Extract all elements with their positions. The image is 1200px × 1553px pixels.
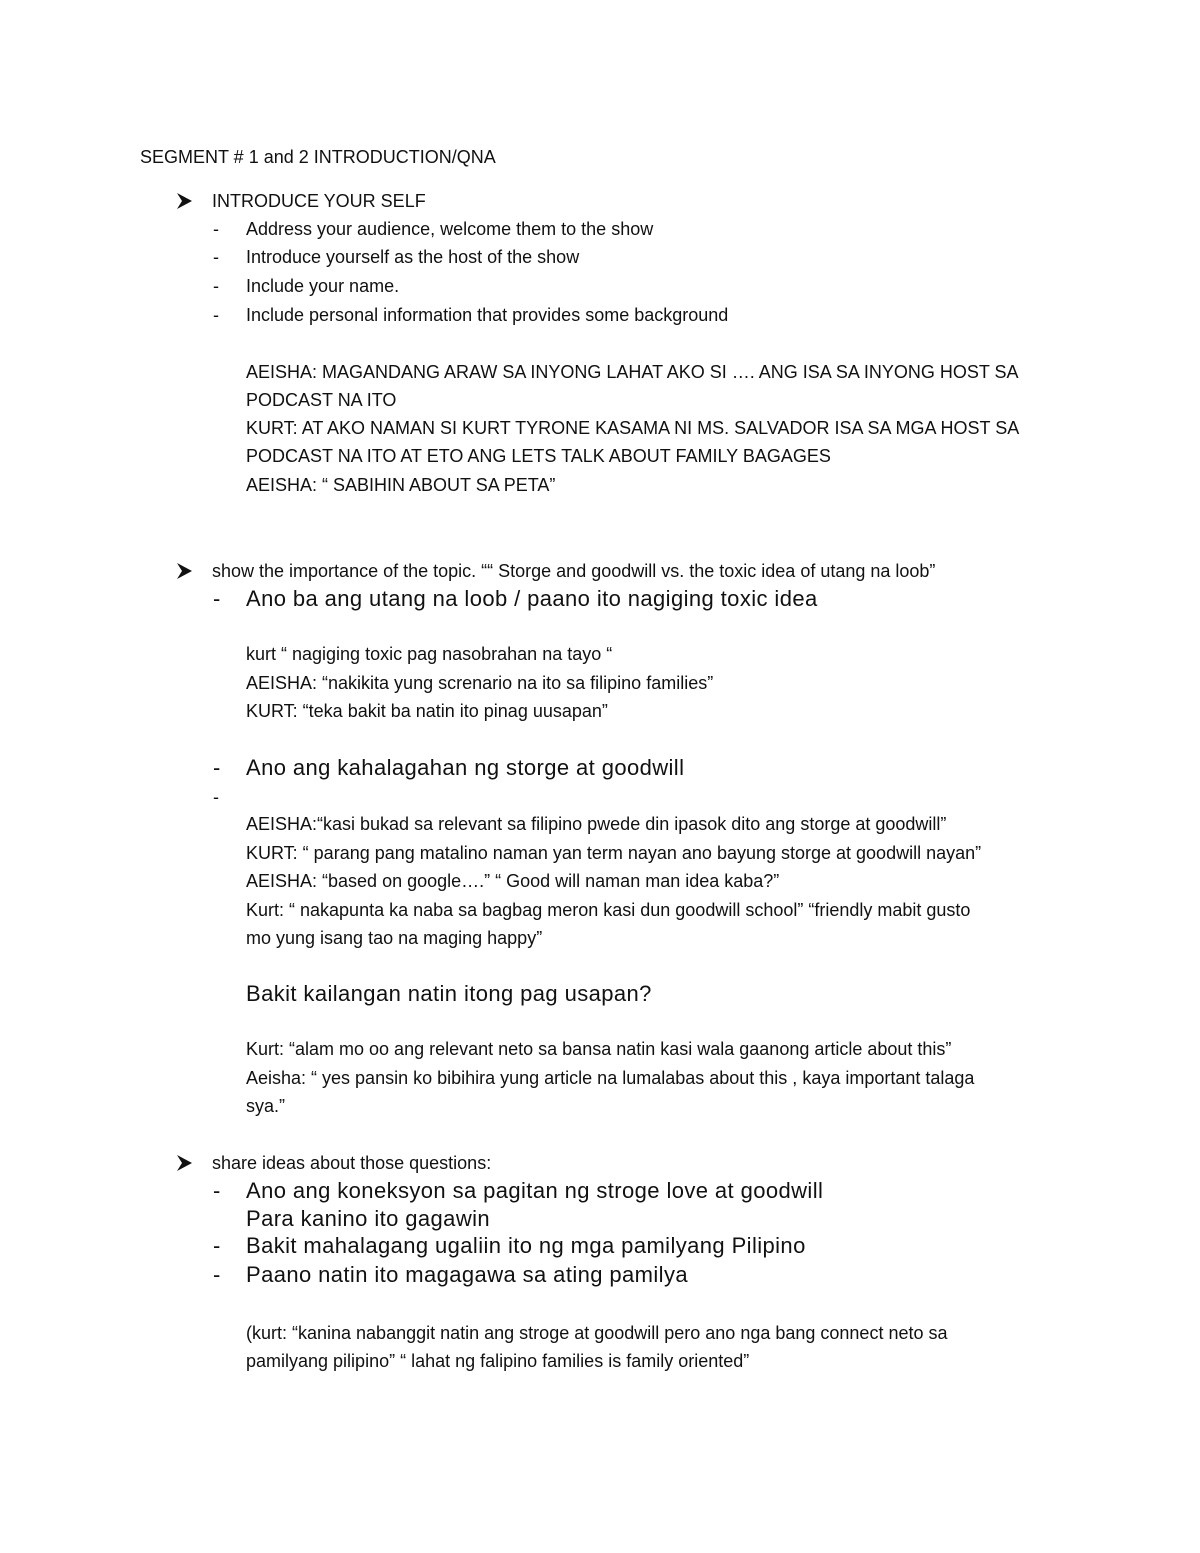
list-item: Include your name. — [246, 276, 400, 296]
question-heading: Paano natin ito magagawa sa ating pamilya — [246, 1262, 689, 1287]
script-line: kurt “ nagiging toxic pag nasobrahan na tayo “ — [246, 644, 613, 664]
script-line: Aeisha: “ yes pansin ko bibihira yung article na lumalabas about this , kaya important talaga — [246, 1068, 975, 1088]
script-line: pamilyang pilipino” “ lahat ng falipino families is family oriented” — [246, 1351, 750, 1371]
dash-marker: - — [213, 247, 219, 267]
script-line: PODCAST NA ITO AT ETO ANG LETS TALK ABOUT FAMILY BAGAGES — [246, 446, 831, 466]
arrow-bullet-icon — [176, 191, 194, 211]
script-line: AEISHA: “nakikita yung screnario na ito sa filipino families” — [246, 673, 714, 693]
script-line: Kurt: “alam mo oo ang relevant neto sa bansa natin kasi wala gaanong article about this” — [246, 1039, 952, 1059]
script-line: AEISHA:“kasi bukad sa relevant sa filipino pwede din ipasok dito ang storge at goodwill” — [246, 814, 947, 834]
script-line: AEISHA: MAGANDANG ARAW SA INYONG LAHAT AKO SI …. ANG ISA SA INYONG HOST SA — [246, 362, 1019, 382]
script-line: KURT: “ parang pang matalino naman yan term nayan ano bayung storge at goodwill nayan” — [246, 843, 982, 863]
dash-marker: - — [213, 1233, 221, 1258]
script-line: AEISHA: “based on google….” “ Good will naman man idea kaba?” — [246, 871, 780, 891]
script-line: KURT: “teka bakit ba natin ito pinag uusapan” — [246, 701, 608, 721]
dash-marker: - — [213, 755, 221, 780]
arrow-bullet-icon — [176, 1153, 194, 1173]
question-heading: Ano ba ang utang na loob / paano ito nagiging toxic idea — [246, 586, 818, 611]
dash-marker: - — [213, 787, 219, 807]
list-item: Introduce yourself as the host of the show — [246, 247, 580, 267]
script-line: Kurt: “ nakapunta ka naba sa bagbag meron kasi dun goodwill school” “friendly mabit gusto — [246, 900, 971, 920]
question-heading: Bakit kailangan natin itong pag usapan? — [246, 981, 652, 1006]
question-continuation: Para kanino ito gagawin — [246, 1206, 491, 1231]
list-item: Address your audience, welcome them to the show — [246, 219, 654, 239]
question-heading: Ano ang kahalagahan ng storge at goodwill — [246, 755, 685, 780]
dash-marker: - — [213, 586, 221, 611]
list-item: Include personal information that provides some background — [246, 305, 729, 325]
section-title-introduce: INTRODUCE YOUR SELF — [212, 191, 426, 211]
script-line: KURT: AT AKO NAMAN SI KURT TYRONE KASAMA NI MS. SALVADOR ISA SA MGA HOST SA — [246, 418, 1020, 438]
question-heading: Bakit mahalagang ugaliin ito ng mga pamilyang Pilipino — [246, 1233, 806, 1258]
script-line: sya.” — [246, 1096, 286, 1116]
dash-marker: - — [213, 1262, 221, 1287]
script-line: (kurt: “kanina nabanggit natin ang stroge at goodwill pero ano nga bang connect neto sa — [246, 1323, 948, 1343]
section-title-share-ideas: share ideas about those questions: — [212, 1153, 492, 1173]
dash-marker: - — [213, 1178, 221, 1203]
script-line: AEISHA: “ SABIHIN ABOUT SA PETA” — [246, 475, 556, 495]
arrow-bullet-icon — [176, 561, 194, 581]
question-heading: Ano ang koneksyon sa pagitan ng stroge love at goodwill — [246, 1178, 824, 1203]
script-line: mo yung isang tao na maging happy” — [246, 928, 543, 948]
script-line: PODCAST NA ITO — [246, 390, 397, 410]
section-title-importance: show the importance of the topic. ““ Storge and goodwill vs. the toxic idea of utang na loob” — [212, 561, 936, 581]
segment-heading: SEGMENT # 1 and 2 INTRODUCTION/QNA — [140, 147, 496, 167]
dash-marker: - — [213, 276, 219, 296]
dash-marker: - — [213, 305, 219, 325]
dash-marker: - — [213, 219, 219, 239]
